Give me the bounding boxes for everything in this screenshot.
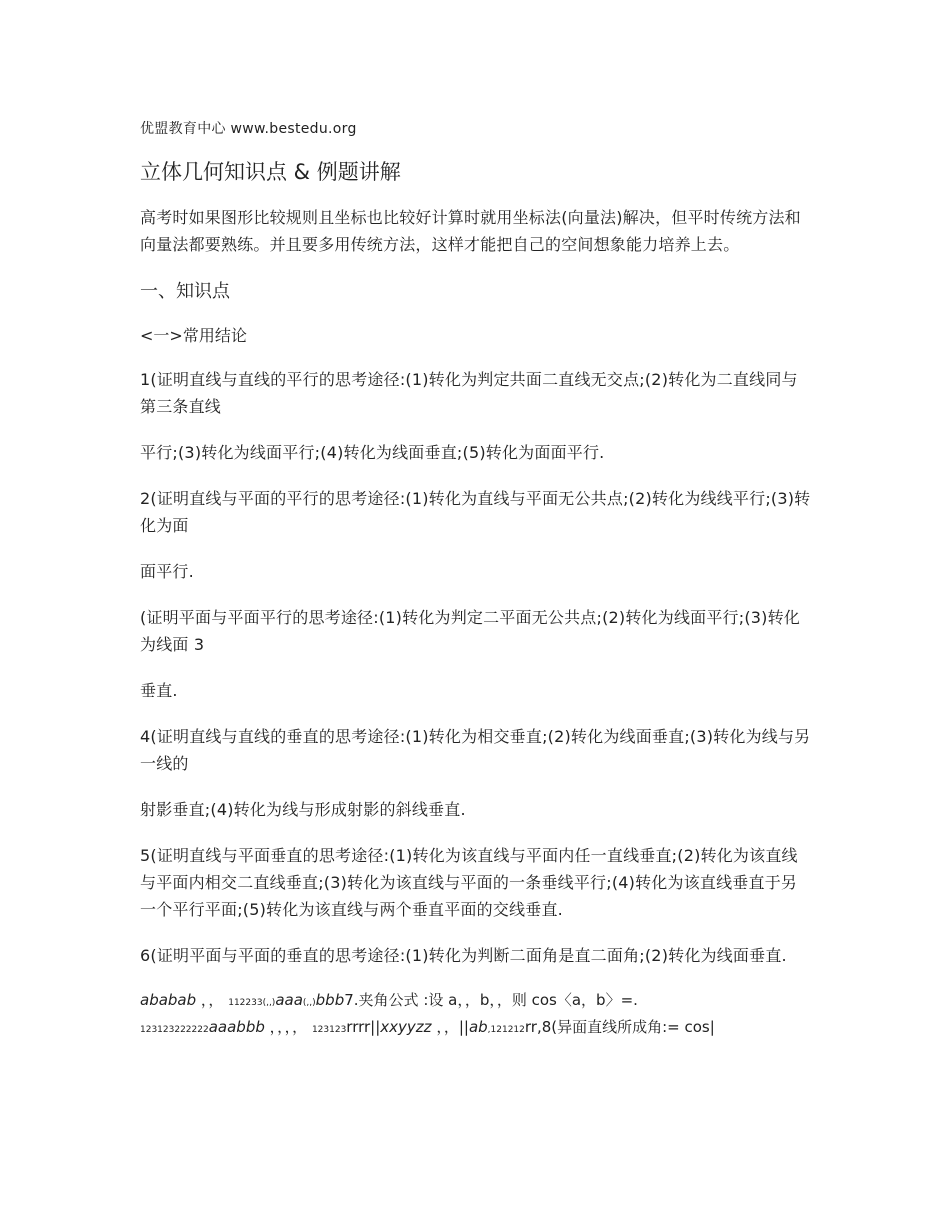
document-body: [140, 118, 812, 1042]
formula-fragment: ，，，，: [269, 1018, 308, 1036]
paragraph: 垂直.: [140, 681, 178, 700]
formula-fragment: bbb: [315, 991, 345, 1009]
page-title: 立体几何知识点 & 例题讲解: [140, 160, 401, 184]
formula-line-1: [140, 988, 812, 1015]
formula-fragment: aaabbb: [208, 1018, 265, 1036]
formula-fragment: aaa: [275, 991, 303, 1009]
formula-subscript: 123123: [311, 1025, 347, 1035]
paragraph: 1(证明直线与直线的平行的思考途径:(1)转化为判定共面二直线无交点;(2)转化为二直线同与第三条直线: [140, 370, 798, 416]
paragraph: 面平行.: [140, 562, 194, 581]
formula-fragment: ababab: [140, 991, 197, 1009]
formula-subscript: ,121212: [487, 1025, 525, 1035]
paragraph: 平行;(3)转化为线面平行;(4)转化为线面垂直;(5)转化为面面平行.: [140, 443, 605, 462]
formula-line-2: [140, 1015, 812, 1042]
section-heading: 一、知识点: [140, 281, 230, 302]
formula-fragment: ab: [468, 1018, 488, 1036]
intro-paragraph: 高考时如果图形比较规则且坐标也比较好计算时就用坐标法(向量法)解决，但平时传统方法和向量法都要熟练。并且要多用传统方法，这样才能把自己的空间想象能力培养上去。: [140, 208, 801, 254]
formula-fragment: xxyyzz: [380, 1018, 432, 1036]
paragraph: 6(证明平面与平面的垂直的思考途径:(1)转化为判断二面角是直二面角;(2)转化为线面垂直.: [140, 946, 787, 965]
formula-fragment: 7.夹角公式 :设 a，，b，，则 cos〈a，b〉=.: [344, 991, 638, 1009]
paragraph: 2(证明直线与平面的平行的思考途径:(1)转化为直线与平面无公共点;(2)转化为线线平行;(3)转化为面: [140, 489, 811, 535]
formula-subscript: (,,): [262, 998, 276, 1008]
formula-fragment: ，，||: [436, 1018, 469, 1036]
page-header: 优盟教育中心 www.bestedu.org: [140, 121, 357, 137]
formula-subscript: 112233: [228, 998, 263, 1008]
paragraph: 射影垂直;(4)转化为线与形成射影的斜线垂直.: [140, 800, 466, 819]
paragraph: 4(证明直线与直线的垂直的思考途径:(1)转化为相交垂直;(2)转化为线面垂直;(3)转化为线与另一线的: [140, 727, 811, 773]
formula-subscript: (,,): [302, 998, 316, 1008]
formula-fragment: ，，: [200, 991, 224, 1009]
paragraph: (证明平面与平面平行的思考途径:(1)转化为判定二平面无公共点;(2)转化为线面平行;(3)转化为线面 3: [140, 608, 801, 654]
formula-fragment: rr,8(异面直线所成角:= cos|: [524, 1018, 715, 1036]
paragraph: 5(证明直线与平面垂直的思考途径:(1)转化为该直线与平面内任一直线垂直;(2)转化为该直线与平面内相交二直线垂直;(3)转化为该直线与平面的一条垂线平行;(4)转化为该直线垂直于另一个平行平面;(5)转化为该直线与两个垂直平面的交线垂直.: [140, 846, 798, 919]
subsection-heading: <一>常用结论: [140, 326, 247, 345]
formula-fragment: rrrr||: [346, 1018, 381, 1036]
formula-subscript: 123123222222: [140, 1025, 209, 1035]
